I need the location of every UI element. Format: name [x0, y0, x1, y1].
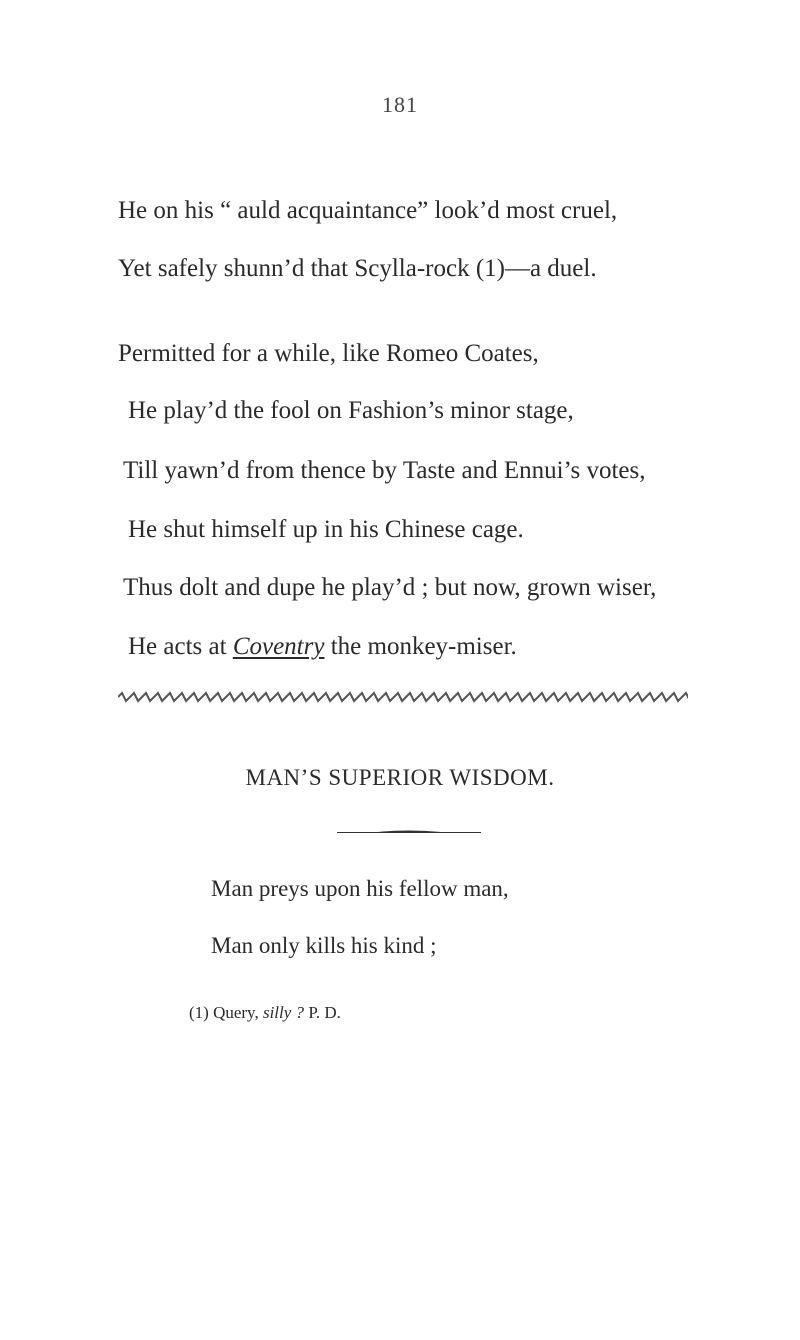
footnote-signature: P. D. — [304, 1003, 341, 1022]
poem-line-2: Yet safely shunn’d that Scylla-rock (1)—a duel. — [118, 255, 597, 282]
poem-line-8-after: the monkey-miser. — [324, 633, 517, 660]
poem-line-7: Thus dolt and dupe he play’d ; but now, grown wiser, — [123, 574, 657, 601]
poem-line-5: Till yawn’d from thence by Taste and Ennui’s votes, — [123, 457, 646, 484]
footnote-marker: (1) — [189, 1003, 209, 1022]
poem-line-6: He shut himself up in his Chinese cage. — [128, 516, 524, 543]
poem-line-8-before: He acts at — [128, 633, 233, 660]
poem-line-4: He play’d the fool on Fashion’s minor stage, — [128, 397, 574, 424]
wavy-divider — [118, 690, 688, 704]
tapered-rule — [337, 828, 481, 834]
poem-line-8-italic: Coventry — [232, 633, 325, 660]
poem-line-3: Permitted for a while, like Romeo Coates, — [118, 340, 539, 367]
section-line-2: Man only kills his kind ; — [211, 933, 437, 958]
page-number: 181 — [382, 92, 418, 117]
poem-line-1: He on his “ auld acquaintance” look’d most cruel, — [118, 197, 618, 224]
footnote-text: Query, — [208, 1003, 263, 1022]
poem-line-8 — [128, 634, 517, 659]
section-line-1: Man preys upon his fellow man, — [211, 876, 509, 901]
footnote-italic: silly ? — [262, 1003, 305, 1022]
footnote — [189, 1003, 341, 1023]
section-title: MAN’S SUPERIOR WISDOM. — [245, 765, 555, 790]
